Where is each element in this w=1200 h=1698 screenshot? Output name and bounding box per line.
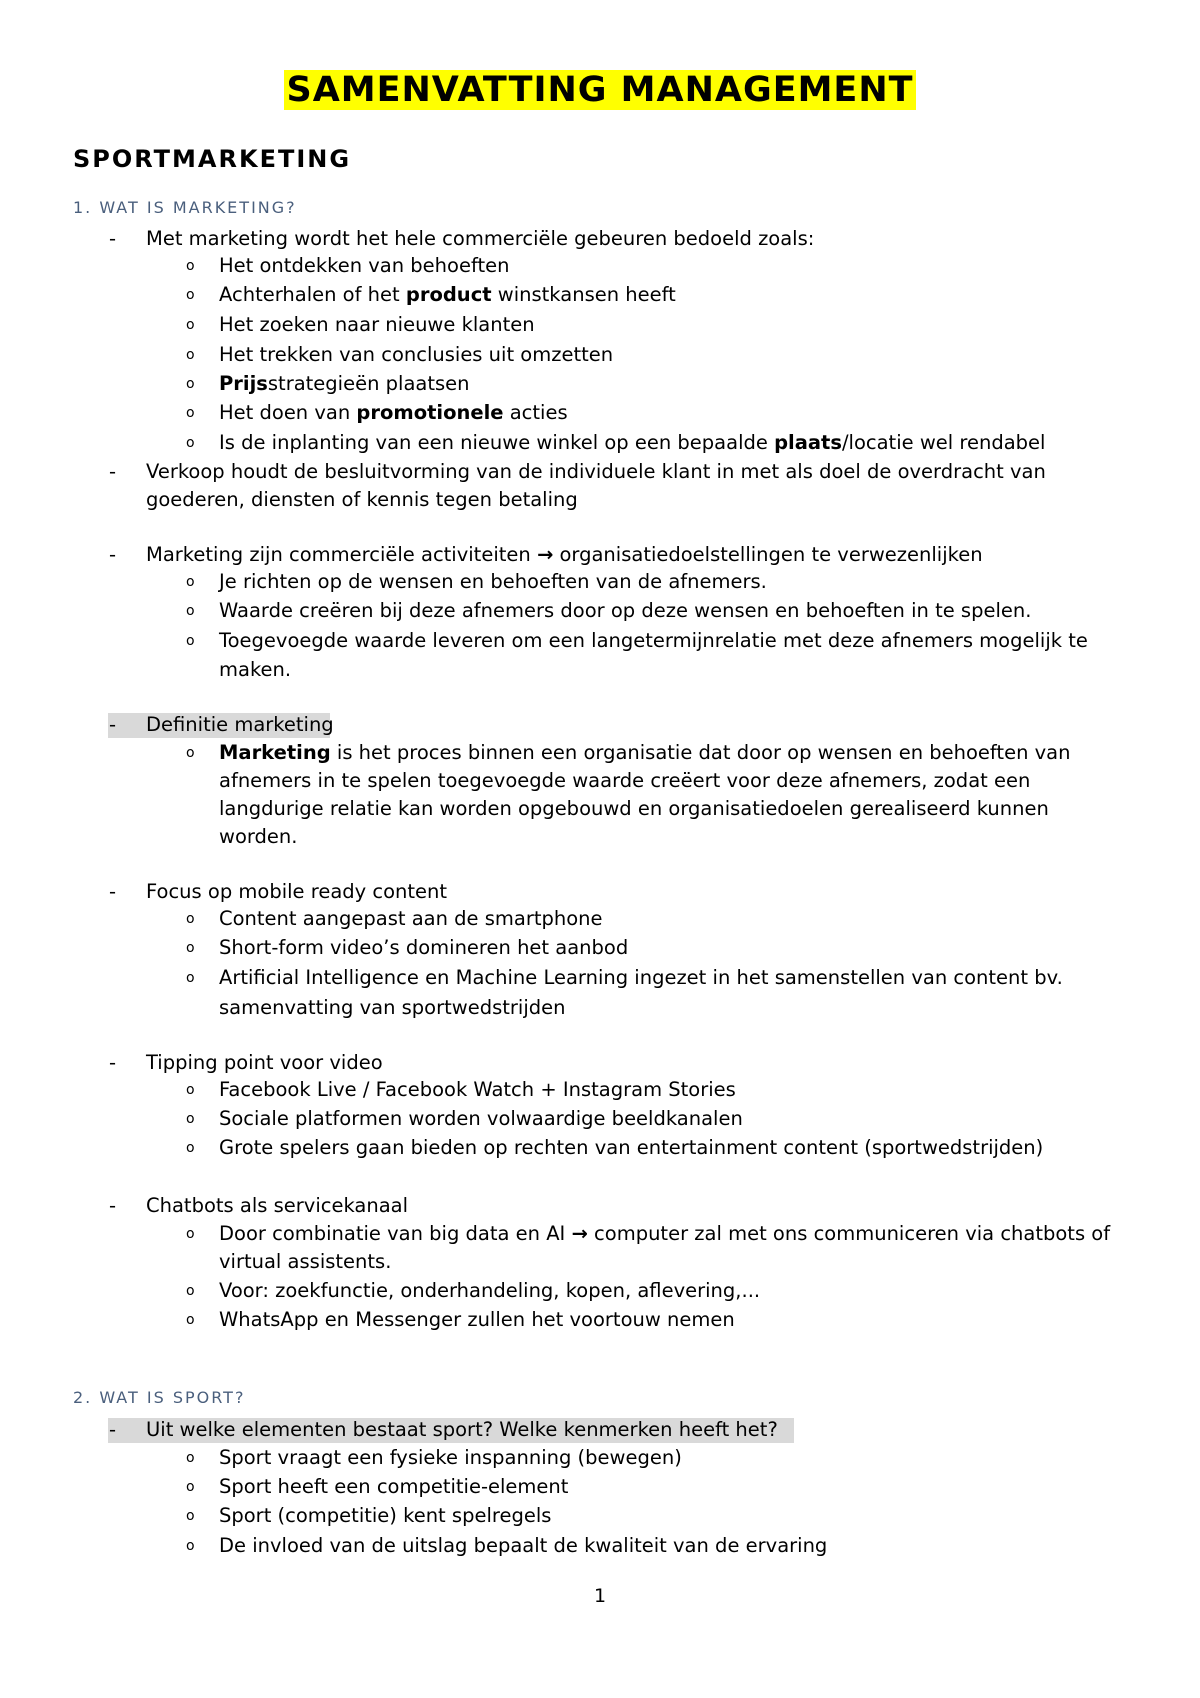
bullet-marker: o	[186, 603, 195, 619]
arrow-icon: →	[536, 543, 554, 566]
list-item-question: Uit welke elementen bestaat sport? Welke kenmerken heeft het?	[146, 1418, 778, 1441]
page-number: 1	[593, 1585, 607, 1607]
list-item-definition: Definitie marketing	[146, 713, 334, 736]
section-heading-marketing: 1. WAT IS MARKETING?	[73, 198, 297, 217]
list-item-continued: goederen, diensten of kennis tegen betaling	[146, 488, 578, 511]
sub-item: Achterhalen of het product winstkansen heeft	[219, 283, 676, 306]
dash-marker: -	[109, 713, 117, 736]
dash-marker: -	[109, 543, 117, 566]
bullet-marker: o	[186, 1450, 195, 1466]
sub-item-continued: worden.	[219, 825, 298, 848]
bullet-marker: o	[186, 911, 195, 927]
sub-item: Het zoeken naar nieuwe klanten	[219, 313, 535, 336]
dash-marker: -	[109, 460, 117, 483]
bullet-marker: o	[186, 258, 195, 274]
dash-marker: -	[109, 1418, 117, 1441]
list-item: Verkoop houdt de besluitvorming van de individuele klant in met als doel de overdracht van	[146, 460, 1046, 483]
sub-item: Content aangepast aan de smartphone	[219, 907, 603, 930]
bullet-marker: o	[186, 940, 195, 956]
sub-item: Sociale platformen worden volwaardige beeldkanalen	[219, 1107, 743, 1130]
sub-item: Grote spelers gaan bieden op rechten van entertainment content (sportwedstrijden)	[219, 1136, 1044, 1159]
sub-item: Het ontdekken van behoeften	[219, 254, 510, 277]
bullet-marker: o	[186, 1479, 195, 1495]
bullet-marker: o	[186, 435, 195, 451]
list-item: Focus op mobile ready content	[146, 880, 448, 903]
sub-item: Is de inplanting van een nieuwe winkel op een bepaalde plaats/locatie wel rendabel	[219, 431, 1046, 454]
bullet-marker: o	[186, 405, 195, 421]
sub-item: Sport (competitie) kent spelregels	[219, 1504, 552, 1527]
dash-marker: -	[109, 880, 117, 903]
sub-item-continued: afnemers in te spelen toegevoegde waarde creëert voor deze afnemers, zodat een	[219, 769, 1031, 792]
list-item: Marketing zijn commerciële activiteiten → organisatiedoelstellingen te verwezenlijken	[146, 543, 983, 566]
sub-item: Prijsstrategieën plaatsen	[219, 372, 470, 395]
sub-item-continued: maken.	[219, 658, 292, 681]
bullet-marker: o	[186, 970, 195, 986]
bullet-marker: o	[186, 1508, 195, 1524]
dash-marker: -	[109, 227, 117, 250]
sub-item: Door combinatie van big data en AI → computer zal met ons communiceren via chatbots of	[219, 1222, 1111, 1245]
sub-item: Sport vraagt een fysieke inspanning (bewegen)	[219, 1446, 682, 1469]
bullet-marker: o	[186, 745, 195, 761]
sub-item: Sport heeft een competitie-element	[219, 1475, 569, 1498]
sub-item: Artificial Intelligence en Machine Learning ingezet in het samenstellen van content bv.	[219, 966, 1063, 989]
arrow-icon: →	[571, 1222, 588, 1245]
sub-item: Het doen van promotionele acties	[219, 401, 568, 424]
bullet-marker: o	[186, 1226, 195, 1242]
dash-marker: -	[109, 1194, 117, 1217]
sub-item-continued: samenvatting van sportwedstrijden	[219, 996, 566, 1019]
list-item: Chatbots als servicekanaal	[146, 1194, 409, 1217]
sub-item: De invloed van de uitslag bepaalt de kwaliteit van de ervaring	[219, 1534, 828, 1557]
sub-item-continued: langdurige relatie kan worden opgebouwd en organisatiedoelen gerealiseerd kunnen	[219, 797, 1049, 820]
bullet-marker: o	[186, 317, 195, 333]
bullet-marker: o	[186, 347, 195, 363]
bullet-marker: o	[186, 633, 195, 649]
sub-item: Marketing is het proces binnen een organisatie dat door op wensen en behoeften van	[219, 741, 1071, 764]
document-title: SAMENVATTING MANAGEMENT	[286, 70, 914, 110]
list-item: Met marketing wordt het hele commerciële gebeuren bedoeld zoals:	[146, 227, 815, 250]
bullet-marker: o	[186, 1111, 195, 1127]
sub-item: Waarde creëren bij deze afnemers door op deze wensen en behoeften in te spelen.	[219, 599, 1032, 622]
bullet-marker: o	[186, 1082, 195, 1098]
bullet-marker: o	[186, 1140, 195, 1156]
sub-item-continued: virtual assistents.	[219, 1250, 392, 1273]
bullet-marker: o	[186, 1538, 195, 1554]
sub-item: Je richten op de wensen en behoeften van de afnemers.	[219, 570, 767, 593]
sub-item: Voor: zoekfunctie, onderhandeling, kopen, aflevering,...	[219, 1279, 761, 1302]
sub-item: Facebook Live / Facebook Watch + Instagram Stories	[219, 1078, 736, 1101]
sub-item: Het trekken van conclusies uit omzetten	[219, 343, 614, 366]
sub-item: Toegevoegde waarde leveren om een langetermijnrelatie met deze afnemers mogelijk te	[219, 629, 1088, 652]
bullet-marker: o	[186, 1312, 195, 1328]
list-item: Tipping point voor video	[146, 1051, 383, 1074]
dash-marker: -	[109, 1051, 117, 1074]
section-heading-sport: 2. WAT IS SPORT?	[73, 1388, 246, 1407]
sub-item: Short-form video’s domineren het aanbod	[219, 936, 629, 959]
sub-item: WhatsApp en Messenger zullen het voortouw nemen	[219, 1308, 735, 1331]
bullet-marker: o	[186, 287, 195, 303]
bullet-marker: o	[186, 376, 195, 392]
bullet-marker: o	[186, 1283, 195, 1299]
heading-sportmarketing: SPORTMARKETING	[73, 145, 352, 173]
bullet-marker: o	[186, 574, 195, 590]
